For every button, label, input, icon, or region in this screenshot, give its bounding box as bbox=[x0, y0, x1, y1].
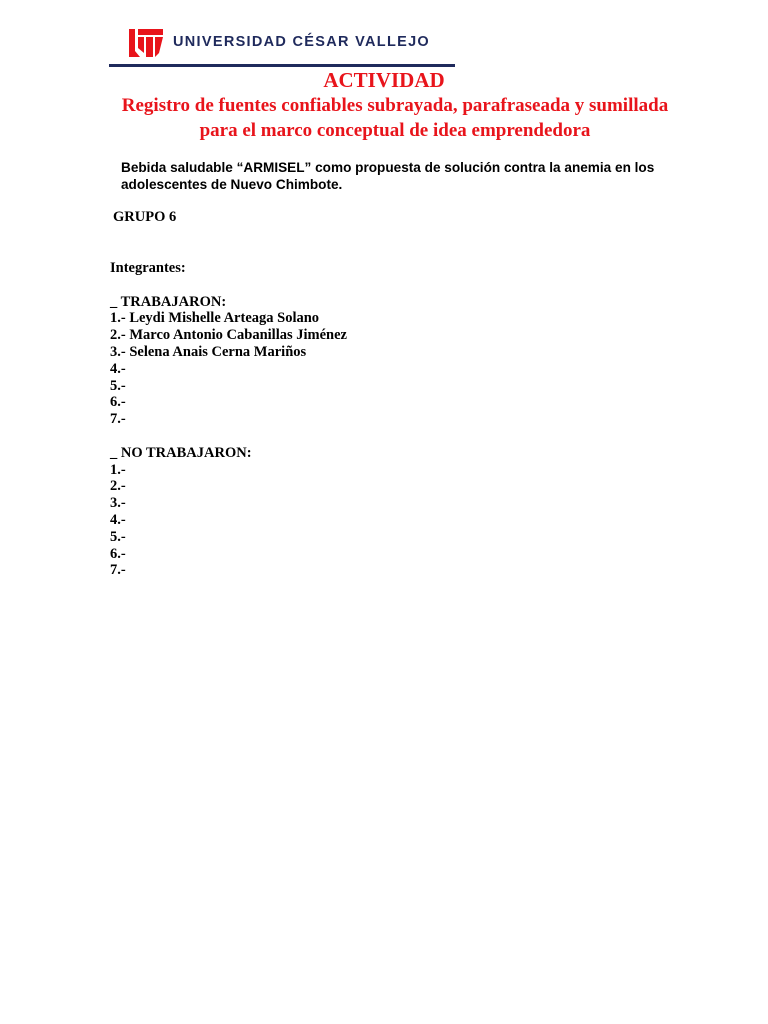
not-worked-item: 2.- bbox=[110, 478, 126, 495]
not-worked-item: 6.- bbox=[110, 545, 126, 562]
document-title: ACTIVIDAD bbox=[323, 68, 445, 92]
document-subtitle: Registro de fuentes confiables subrayada, parafraseada y sumillada para el marco conceptual de idea emprendedora bbox=[121, 95, 669, 141]
spacer bbox=[110, 428, 347, 445]
not-worked-item: 4.- bbox=[110, 511, 126, 528]
spacer bbox=[110, 277, 347, 294]
header-rule bbox=[109, 64, 455, 67]
worked-item: 2.- Marco Antonio Cabanillas Jiménez bbox=[110, 327, 347, 344]
worked-item: 6.- bbox=[110, 394, 126, 411]
not-worked-item: 5.- bbox=[110, 528, 126, 545]
members-section bbox=[110, 260, 347, 579]
project-title-line-2: adolescentes de Nuevo Chimbote. bbox=[121, 176, 343, 192]
worked-heading: _ TRABAJARON: bbox=[110, 293, 227, 310]
worked-item: 3.- Selena Anais Cerna Mariños bbox=[110, 343, 307, 360]
not-worked-heading: _ NO TRABAJARON: bbox=[110, 444, 252, 461]
not-worked-item: 3.- bbox=[110, 495, 126, 512]
members-label: Integrantes: bbox=[110, 260, 186, 276]
worked-item: 5.- bbox=[110, 377, 126, 394]
university-logo bbox=[129, 24, 430, 60]
university-name: UNIVERSIDAD CÉSAR VALLEJO bbox=[173, 34, 431, 50]
not-worked-item: 1.- bbox=[110, 461, 126, 478]
worked-item: 1.- Leydi Mishelle Arteaga Solano bbox=[110, 310, 320, 327]
university-shield-icon bbox=[129, 25, 163, 59]
not-worked-item: 7.- bbox=[110, 562, 126, 579]
project-title-line-1: Bebida saludable “ARMISEL” como propuesta de solución contra la anemia en los bbox=[121, 160, 655, 175]
worked-item: 7.- bbox=[110, 411, 126, 428]
project-title bbox=[121, 159, 691, 193]
worked-item: 4.- bbox=[110, 360, 126, 377]
group-label: GRUPO 6 bbox=[113, 209, 177, 225]
